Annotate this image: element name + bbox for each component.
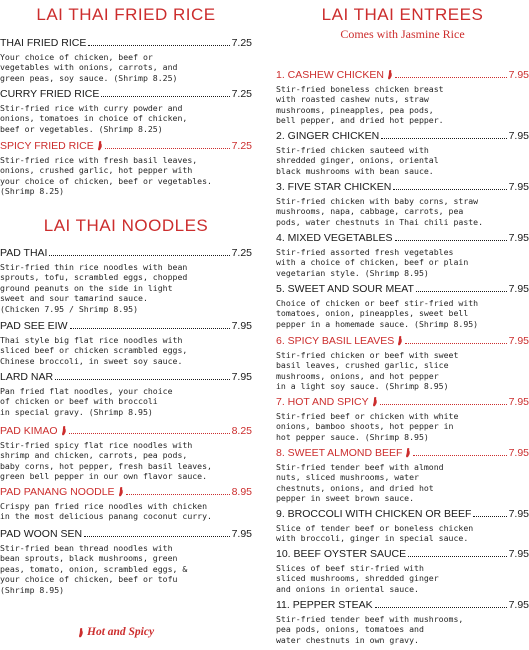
- menu-item-line: [276, 130, 529, 143]
- menu-item-price: 7.25: [231, 140, 252, 152]
- menu-item-line: [0, 320, 252, 333]
- menu-item: [276, 599, 529, 645]
- menu-item-name: 10. BEEF OYSTER SAUCE: [276, 548, 407, 560]
- menu-item-name: 5. SWEET AND SOUR MEAT: [276, 283, 414, 295]
- chili-pepper-icon: [397, 336, 403, 345]
- menu-item-price: 7.95: [508, 396, 529, 408]
- dot-leader: [105, 140, 230, 149]
- menu-item-line: [276, 69, 529, 82]
- menu-item-name: PAD SEE EIW: [0, 320, 68, 332]
- menu-item-name: 2. GINGER CHICKEN: [276, 130, 380, 142]
- menu-item-line: [276, 181, 529, 194]
- dot-leader: [395, 69, 507, 78]
- menu-item-line: [0, 140, 252, 153]
- menu-item-name: 6. SPICY BASIL LEAVES: [276, 335, 395, 347]
- menu-item-description: Stir-fried spicy flat rice noodles with shrimp and chicken, carrots, pea pods, baby corns, hot pepper, fresh basil leaves, green bell pepper in our own flavor sauce.: [0, 440, 212, 482]
- menu-item-name: LARD NAR: [0, 371, 54, 383]
- menu-item: [0, 37, 252, 83]
- chili-pepper-icon: [61, 426, 67, 435]
- menu-item-line: [276, 335, 529, 348]
- chili-pepper-icon: [78, 628, 84, 637]
- menu-item: [0, 320, 252, 366]
- dot-leader: [126, 486, 230, 495]
- menu-item-line: [276, 548, 529, 561]
- menu-item: [0, 247, 252, 314]
- dot-leader: [88, 37, 229, 46]
- menu-item-price: 7.95: [231, 528, 252, 540]
- dot-leader: [405, 335, 506, 344]
- menu-item-price: 8.95: [231, 486, 252, 498]
- menu-item-description: Crispy pan fried rice noodles with chicken in the most delicious panang coconut curry.: [0, 501, 212, 522]
- menu-item: [276, 396, 529, 442]
- dot-leader: [70, 320, 230, 329]
- chili-pepper-icon: [372, 397, 378, 406]
- dot-leader: [49, 247, 229, 256]
- menu-item-line: [0, 528, 252, 541]
- menu-item: [0, 88, 252, 134]
- menu-item-line: [276, 508, 529, 521]
- menu-item-description: Stir-fried chicken or beef with sweet basil leaves, crushed garlic, slice mushrooms, onions, and hot pepper in a light soy sauce. (Shrimp 8.95): [276, 350, 459, 392]
- menu-item-price: 7.95: [508, 599, 529, 611]
- menu-item-description: Stir-fried beef or chicken with white onions, bamboo shoots, hot pepper in hot pepper sauce. (Shrimp 8.95): [276, 411, 459, 442]
- dot-leader: [381, 130, 506, 139]
- menu-item-description: Thai style big flat rice noodles with sliced beef or chicken scrambled eggs, Chinese broccoli, in sweet soy sauce.: [0, 335, 188, 366]
- fried-rice-title: LAI THAI FRIED RICE: [36, 5, 216, 24]
- menu-item-name: PAD KIMAO: [0, 425, 58, 437]
- menu-item-name: 11. PEPPER STEAK: [276, 599, 373, 611]
- chili-pepper-icon: [118, 487, 124, 496]
- legend-label: Hot and Spicy: [87, 626, 155, 638]
- menu-item-line: [276, 599, 529, 612]
- menu-item-description: Stir-fried tender beef with almond nuts, sliced mushrooms, water chestnuts, onions, and dried hot pepper in sweet brown sauce.: [276, 462, 444, 504]
- entrees-title: LAI THAI ENTREES: [321, 5, 484, 24]
- menu-item-description: Stir-fried chicken sauteed with shredded ginger, onions, oriental black mushrooms with bean sauce.: [276, 145, 439, 176]
- menu-item-line: [0, 486, 252, 499]
- hot-and-spicy-legend: [78, 626, 154, 638]
- dot-leader: [416, 283, 507, 292]
- menu-item-price: 7.25: [231, 88, 252, 100]
- entrees-subtitle: Comes with Jasmine Rice: [340, 27, 465, 41]
- menu-item: [0, 425, 252, 482]
- menu-item-name: SPICY FRIED RICE: [0, 140, 94, 152]
- menu-item: [276, 548, 529, 594]
- menu-item-price: 7.95: [508, 447, 529, 459]
- menu-item-line: [0, 37, 252, 50]
- menu-item-description: Stir-fried assorted fresh vegetables with a choice of chicken, beef or plain vegetarian style. (Shrimp 8.95): [276, 247, 469, 278]
- menu-item-price: 7.95: [508, 181, 529, 193]
- noodles-title: LAI THAI NOODLES: [43, 216, 209, 235]
- menu-item-line: [0, 247, 252, 260]
- dot-leader: [375, 599, 507, 608]
- menu-item: [276, 283, 529, 329]
- menu-item: [0, 528, 252, 595]
- menu-item-description: Stir-fried chicken with baby corns, straw mushrooms, napa, cabbage, carrots, pea pods, water chestnuts in Thai chili paste.: [276, 196, 484, 227]
- dot-leader: [55, 371, 229, 380]
- dot-leader: [69, 425, 230, 434]
- menu-item-description: Choice of chicken or beef stir-fried with tomatoes, onion, pineapples, sweet bell pepper in a homemade sauce. (Shrimp 8.95): [276, 298, 479, 329]
- menu-item: [276, 69, 529, 126]
- dot-leader: [101, 88, 229, 97]
- dot-leader: [393, 181, 506, 190]
- menu-item-description: Slice of tender beef or boneless chicken with broccoli, ginger in special sauce.: [276, 523, 474, 544]
- menu-item: [276, 232, 529, 278]
- menu-item-price: 7.95: [231, 320, 252, 332]
- menu-item-price: 8.25: [231, 425, 252, 437]
- menu-item-description: Stir-fried thin rice noodles with bean sprouts, tofu, scrambled eggs, chopped ground peanuts on the side in light sweet and sour tamarind sauce. (Chicken 7.95 / Shrimp 8.95): [0, 262, 188, 314]
- menu-item-price: 7.95: [508, 548, 529, 560]
- menu-item-line: [0, 425, 252, 438]
- menu-item: [276, 447, 529, 504]
- dot-leader: [413, 447, 506, 456]
- menu-item-line: [0, 371, 252, 384]
- menu-item: [276, 130, 529, 176]
- dot-leader: [84, 528, 230, 537]
- menu-item-price: 7.95: [508, 508, 529, 520]
- menu-item: [276, 181, 529, 227]
- menu-item-line: [0, 88, 252, 101]
- menu-item-description: Stir-fried boneless chicken breast with roasted cashew nuts, straw mushrooms, pineapples, pea pods, bell pepper, and dried hot pepper.: [276, 84, 444, 126]
- dot-leader: [473, 508, 506, 517]
- menu-item-price: 7.25: [231, 247, 252, 259]
- chili-pepper-icon: [405, 448, 411, 457]
- dot-leader: [380, 396, 507, 405]
- menu-item-price: 7.95: [231, 371, 252, 383]
- menu-item: [0, 486, 252, 522]
- menu-item-name: 7. HOT AND SPICY: [276, 396, 369, 408]
- menu-item-line: [276, 232, 529, 245]
- menu-item-price: 7.95: [508, 130, 529, 142]
- menu-item-price: 7.95: [508, 283, 529, 295]
- menu-item: [0, 371, 252, 417]
- menu-item: [276, 335, 529, 392]
- menu-item-name: PAD THAI: [0, 247, 48, 259]
- menu-item-name: PAD PANANG NOODLE: [0, 486, 115, 498]
- menu-item-price: 7.25: [231, 37, 252, 49]
- menu-item-description: Stir-fried rice with fresh basil leaves, onions, crushed garlic, hot pepper with your choice of chicken, beef or vegetables. (Shrimp 8.25): [0, 155, 212, 197]
- menu-item-price: 7.95: [508, 69, 529, 81]
- menu-item: [0, 140, 252, 197]
- menu-item-name: 3. FIVE STAR CHICKEN: [276, 181, 392, 193]
- menu-item-line: [276, 396, 529, 409]
- menu-item-name: 8. SWEET ALMOND BEEF: [276, 447, 403, 459]
- menu-item-name: 4. MIXED VEGETABLES: [276, 232, 393, 244]
- dot-leader: [408, 548, 506, 557]
- menu-item-description: Your choice of chicken, beef or vegetables with onions, carrots, and green peas, soy sauce. (Shrimp 8.25): [0, 52, 178, 83]
- chili-pepper-icon: [387, 70, 393, 79]
- menu-item: [276, 508, 529, 544]
- menu-item-price: 7.95: [508, 232, 529, 244]
- menu-item-description: Slices of beef stir-fried with sliced mushrooms, shredded ginger and onions in oriental sauce.: [276, 563, 439, 594]
- menu-item-description: Stir-fried tender beef with mushrooms, pea pods, onions, tomatoes and water chestnuts in own gravy.: [276, 614, 464, 645]
- menu-item-line: [276, 447, 529, 460]
- menu-item-name: CURRY FRIED RICE: [0, 88, 100, 100]
- menu-item-description: Pan fried flat noodles, your choice of chicken or beef with broccoli in special gravy. (Shrimp 8.95): [0, 386, 173, 417]
- menu-item-description: Stir-fried bean thread noodles with bean sprouts, black mushrooms, green peas, tomato, onion, scrambled eggs, & your choice of chicken, beef or tofu (Shrimp 8.95): [0, 543, 188, 595]
- chili-pepper-icon: [97, 141, 103, 150]
- menu-item-line: [276, 283, 529, 296]
- menu-item-price: 7.95: [508, 335, 529, 347]
- menu-item-name: PAD WOON SEN: [0, 528, 83, 540]
- menu-item-name: 9. BROCCOLI WITH CHICKEN OR BEEF: [276, 508, 472, 520]
- menu-item-name: 1. CASHEW CHICKEN: [276, 69, 384, 81]
- menu-item-name: THAI FRIED RICE: [0, 37, 87, 49]
- menu-item-description: Stir-fried rice with curry powder and onions, tomatoes in choice of chicken, beef or vegetables. (Shrimp 8.25): [0, 103, 188, 134]
- dot-leader: [395, 232, 507, 241]
